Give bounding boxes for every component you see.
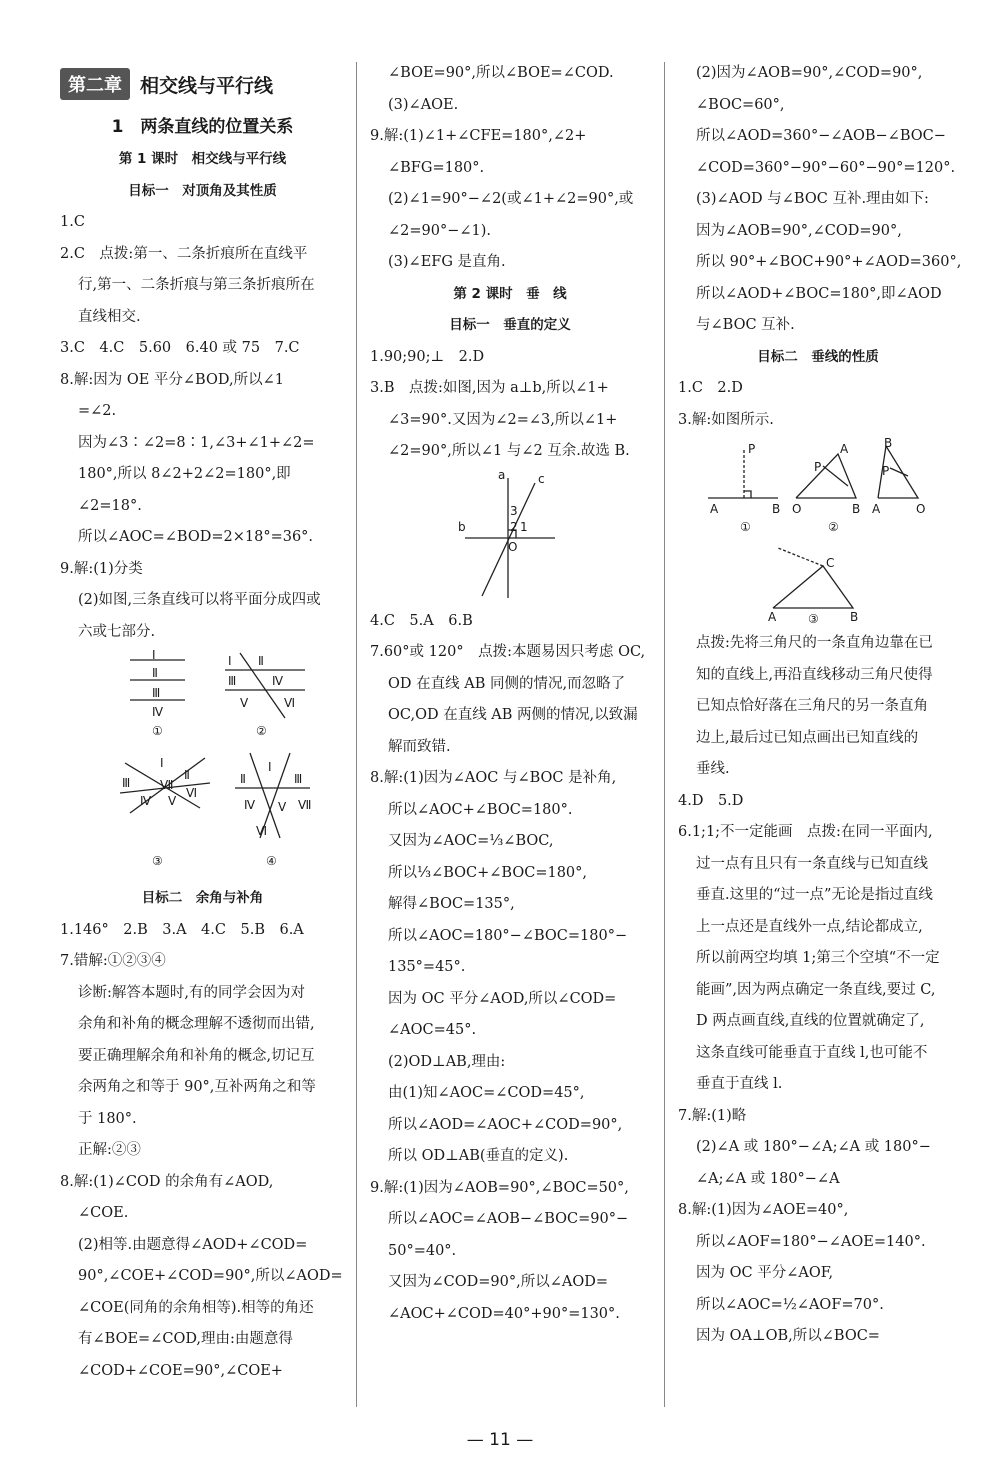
answer-line: (2)OD⊥AB,理由: bbox=[388, 1053, 506, 1070]
answer-lines bbox=[678, 58, 962, 342]
answer-line: 垂直.这里的“过一点”无论是指过直线 bbox=[696, 887, 933, 903]
answer-lines bbox=[370, 58, 650, 279]
chapter-title: 相交线与平行线 bbox=[140, 74, 274, 97]
fig-label: ② bbox=[256, 724, 267, 738]
fig-label: A bbox=[710, 502, 719, 516]
answer-line: ∠BFG=180°. bbox=[388, 159, 485, 176]
fig-label: Ⅰ bbox=[152, 648, 156, 662]
answer-line: 所以∠AOC+∠BOC=180°. bbox=[388, 801, 573, 818]
answer-line: 9.解:(1)∠1+∠CFE=180°,∠2+ bbox=[370, 128, 587, 144]
answer-line: 所以 90°+∠BOC+90°+∠AOD=360°, bbox=[696, 254, 962, 270]
perpendicular-figure bbox=[370, 468, 650, 606]
answer-line: 解得∠BOC=135°, bbox=[388, 896, 515, 912]
fig-label: Ⅳ bbox=[140, 794, 152, 808]
answer-line: 3.解:如图所示. bbox=[678, 411, 774, 428]
fig-label: ④ bbox=[266, 854, 277, 868]
fig-label: Ⅴ bbox=[168, 794, 177, 808]
fig-label: ① bbox=[740, 520, 751, 534]
fig-label: ③ bbox=[152, 854, 163, 868]
answer-line: 所以前两空均填 1;第三个空填“不一定 bbox=[696, 950, 940, 966]
column-2 bbox=[370, 58, 650, 1330]
answer-line: 所以∠AOC=180°−∠BOC=180°− bbox=[388, 927, 628, 944]
answer-line: 所以∠AOF=180°−∠AOE=140°. bbox=[696, 1233, 926, 1250]
fig-label: Ⅵ bbox=[186, 786, 198, 800]
answer-line: ∠COE. bbox=[78, 1205, 129, 1221]
answer-line: 余角和补角的概念理解不透彻而出错, bbox=[78, 1016, 315, 1032]
fig-label: A bbox=[840, 442, 849, 456]
answer-line: 所以∠AOD=∠AOC+∠COD=90°, bbox=[388, 1116, 623, 1133]
fig-label: A bbox=[872, 502, 881, 516]
answer-line: 过一点有且只有一条直线与已知直线 bbox=[696, 855, 928, 872]
fig-label: O bbox=[508, 539, 518, 554]
answer-line: 因为 OC 平分∠AOD,所以∠COD= bbox=[388, 990, 617, 1007]
answer-line: 180°,所以 8∠2+2∠2=180°,即 bbox=[78, 466, 291, 482]
answer-line: 3.B 点拨:如图,因为 a⊥b,所以∠1+ bbox=[370, 380, 609, 396]
answer-line: 直线相交. bbox=[78, 308, 141, 325]
fig-label: O bbox=[792, 502, 802, 516]
fig-label: Ⅴ bbox=[240, 696, 249, 710]
fig-label: Ⅱ bbox=[184, 768, 190, 782]
answer-line: 1.C bbox=[60, 214, 85, 230]
answer-line: (2)相等.由题意得∠AOD+∠COD= bbox=[78, 1236, 308, 1253]
answer-line: 所以∠AOD=360°−∠AOB−∠BOC− bbox=[696, 128, 946, 144]
answer-line: 上一点还是直线外一点,结论都成立, bbox=[696, 918, 923, 935]
answer-line: 因为∠AOB=90°,∠COD=90°, bbox=[696, 222, 902, 239]
answer-line: 所以⅓∠BOC+∠BOC=180°, bbox=[388, 864, 587, 881]
goal-heading: 目标二 垂线的性质 bbox=[757, 348, 879, 365]
answer-line: 因为 OC 平分∠AOF, bbox=[696, 1265, 834, 1281]
fig-label: Ⅱ bbox=[152, 666, 158, 680]
answer-line: 垂直于直线 l. bbox=[696, 1076, 783, 1092]
answer-line: ∠COE(同角的余角相等).相等的角还 bbox=[78, 1299, 314, 1316]
answer-line: 解而致错. bbox=[388, 738, 451, 755]
answer-line: 1.90;90;⊥ 2.D bbox=[370, 348, 485, 365]
fig-label: B bbox=[852, 502, 861, 516]
fig-label: Ⅰ bbox=[268, 760, 272, 774]
answer-line: ∠2=90°,所以∠1 与∠2 互余.故选 B. bbox=[388, 443, 630, 459]
section-title: 1 两条直线的位置关系 bbox=[111, 117, 294, 137]
answer-line: 行,第一、二条折痕与第三条折痕所在 bbox=[78, 277, 315, 293]
figure-lines bbox=[60, 648, 345, 883]
fig-label: b bbox=[458, 519, 466, 534]
fig-label: Ⅲ bbox=[294, 772, 303, 786]
fig-label: Ⅴ bbox=[278, 800, 287, 814]
answer-line: =∠2. bbox=[78, 403, 117, 419]
fig-label: ① bbox=[152, 724, 163, 738]
answer-line: ∠A;∠A 或 180°−∠A bbox=[696, 1170, 840, 1187]
answer-line: 所以∠AOD+∠BOC=180°,即∠AOD bbox=[696, 285, 942, 302]
answer-line: 有∠BOE=∠COD,理由:由题意得 bbox=[78, 1331, 293, 1347]
fig-label: Ⅲ bbox=[228, 674, 237, 688]
answer-line: 6.1;1;不一定能画 点拨:在同一平面内, bbox=[678, 824, 933, 840]
fig-label: c bbox=[538, 471, 545, 486]
answer-line: 又因为∠COD=90°,所以∠AOD= bbox=[388, 1274, 608, 1290]
answer-line: 8.解:因为 OE 平分∠BOD,所以∠1 bbox=[60, 371, 284, 388]
answer-line: 知的直线上,再沿直线移动三角尺使得 bbox=[696, 666, 933, 683]
answer-lines bbox=[370, 606, 650, 1331]
answer-line: 4.D 5.D bbox=[678, 792, 744, 809]
answer-line: 诊断:解答本题时,有的同学会因为对 bbox=[78, 984, 305, 1001]
answer-line: ∠COD+∠COE=90°,∠COE+ bbox=[78, 1362, 283, 1379]
fig-label: Ⅶ bbox=[160, 778, 174, 792]
answer-line: ∠BOE=90°,所以∠BOE=∠COD. bbox=[388, 65, 614, 81]
answer-line: 又因为∠AOC=⅓∠BOC, bbox=[388, 833, 554, 849]
fig-label: Ⅵ bbox=[284, 696, 296, 710]
answer-line: (2)因为∠AOB=90°,∠COD=90°, bbox=[696, 65, 923, 81]
answer-line: ∠2=90°−∠1). bbox=[388, 222, 492, 239]
answer-line: 8.解:(1)因为∠AOC 与∠BOC 是补角, bbox=[370, 770, 617, 786]
perpendicular-construction-figure bbox=[678, 436, 958, 628]
fig-label: O bbox=[916, 502, 926, 516]
answer-line: 所以∠AOC=∠AOB−∠BOC=90°− bbox=[388, 1211, 629, 1227]
fig-label: A bbox=[768, 610, 777, 624]
answer-line: 所以 OD⊥AB(垂直的定义). bbox=[388, 1148, 569, 1164]
answer-line: 余两角之和等于 90°,互补两角之和等 bbox=[78, 1079, 316, 1095]
fig-label: Ⅳ bbox=[152, 705, 164, 719]
fig-label: B bbox=[850, 610, 859, 624]
answer-line: OC,OD 在直线 AB 两侧的情况,以致漏 bbox=[388, 707, 638, 723]
fig-label: ③ bbox=[808, 612, 819, 626]
answer-lines bbox=[370, 342, 650, 468]
fig-label: 2 bbox=[510, 519, 518, 534]
fig-label: ② bbox=[828, 520, 839, 534]
answer-line: (2)∠A 或 180°−∠A;∠A 或 180°− bbox=[696, 1139, 931, 1155]
answer-line: 边上,最后过已知点画出已知直线的 bbox=[696, 729, 919, 746]
answer-line: D 两点画直线,直线的位置就确定了, bbox=[696, 1013, 925, 1029]
answer-line: 已知点恰好落在三角尺的另一条直角 bbox=[696, 698, 928, 714]
fig-label: Ⅲ bbox=[152, 686, 161, 700]
answer-line: 50°=40°. bbox=[388, 1242, 457, 1259]
answer-line: 所以∠AOC=∠BOD=2×18°=36°. bbox=[78, 529, 314, 545]
answer-line: 90°,∠COE+∠COD=90°,所以∠AOD= bbox=[78, 1268, 343, 1284]
answer-line: ∠BOC=60°, bbox=[696, 96, 785, 113]
lesson-title: 第 1 课时 相交线与平行线 bbox=[118, 151, 287, 167]
answer-line: ∠3=90°.又因为∠2=∠3,所以∠1+ bbox=[388, 411, 618, 428]
goal-heading: 目标一 对顶角及其性质 bbox=[128, 182, 277, 199]
answer-line: 4.C 5.A 6.B bbox=[370, 612, 473, 629]
answer-line: 7.错解:①②③④ bbox=[60, 953, 166, 969]
answer-line: 8.解:(1)∠COD 的余角有∠AOD, bbox=[60, 1173, 274, 1190]
fig-label: Ⅶ bbox=[298, 798, 312, 812]
answer-line: 这条直线可能垂直于直线 l,也可能不 bbox=[696, 1044, 928, 1061]
fig-label: Ⅳ bbox=[272, 674, 284, 688]
chapter-heading bbox=[60, 58, 345, 110]
answer-line: ∠AOC=45°. bbox=[388, 1022, 477, 1038]
answer-lines bbox=[678, 373, 958, 436]
answer-line: 正解:②③ bbox=[78, 1142, 141, 1158]
answer-line: 7.解:(1)略 bbox=[678, 1107, 747, 1124]
answer-line: 8.解:(1)因为∠AOE=40°, bbox=[678, 1202, 849, 1218]
answer-lines bbox=[60, 207, 345, 648]
answer-line: 能画”,因为两点确定一条直线,要过 C, bbox=[696, 981, 936, 998]
chapter-label: 第二章 bbox=[60, 68, 130, 100]
lesson-title: 第 2 课时 垂 线 bbox=[453, 285, 567, 302]
answer-line: 因为∠3∶∠2=8∶1,∠3+∠1+∠2= bbox=[78, 434, 315, 451]
page-number: — 11 — bbox=[466, 1430, 534, 1450]
fig-label: P bbox=[882, 464, 890, 478]
goal-heading: 目标二 余角与补角 bbox=[141, 890, 264, 906]
answer-line: ∠AOC+∠COD=40°+90°=130°. bbox=[388, 1305, 620, 1322]
answer-lines bbox=[60, 915, 345, 1388]
answer-line: 与∠BOC 互补. bbox=[696, 317, 795, 333]
answer-line: 3.C 4.C 5.60 6.40 或 75 7.C bbox=[60, 340, 300, 356]
column-divider bbox=[356, 62, 357, 1407]
fig-label: Ⅳ bbox=[244, 798, 256, 812]
fig-label: a bbox=[498, 467, 506, 482]
answer-line: 1.146° 2.B 3.A 4.C 5.B 6.A bbox=[60, 921, 304, 938]
goal-heading: 目标一 垂直的定义 bbox=[449, 317, 571, 333]
answer-line: 六或七部分. bbox=[78, 623, 156, 640]
fig-label: 3 bbox=[510, 503, 518, 518]
answer-line: 1.C 2.D bbox=[678, 380, 743, 396]
answer-line: 于 180°. bbox=[78, 1110, 137, 1127]
answer-line: (3)∠EFG 是直角. bbox=[388, 254, 506, 270]
answer-line: 135°=45°. bbox=[388, 959, 466, 975]
fig-label: Ⅲ bbox=[122, 776, 131, 790]
fig-label: P bbox=[814, 460, 822, 474]
answer-line: ∠COD=360°−90°−60°−90°=120°. bbox=[696, 159, 956, 176]
three-lines-figure bbox=[60, 648, 345, 883]
figure-lines bbox=[370, 468, 650, 606]
answer-line: (3)∠AOE. bbox=[388, 96, 459, 113]
fig-label: Ⅱ bbox=[258, 654, 264, 668]
column-3 bbox=[678, 58, 962, 1353]
answer-lines bbox=[678, 628, 958, 1353]
answer-line: (2)∠1=90°−∠2(或∠1+∠2=90°,或 bbox=[388, 191, 634, 207]
answer-line: OD 在直线 AB 同侧的情况,而忽略了 bbox=[388, 675, 626, 692]
answer-line: 因为 OA⊥OB,所以∠BOC= bbox=[696, 1328, 880, 1344]
fig-label: B bbox=[772, 502, 781, 516]
column-divider bbox=[664, 62, 665, 1407]
answer-line: 由(1)知∠AOC=∠COD=45°, bbox=[388, 1085, 585, 1101]
answer-line: ∠2=18°. bbox=[78, 497, 142, 514]
answer-line: (3)∠AOD 与∠BOC 互补.理由如下: bbox=[696, 191, 929, 207]
fig-label: P bbox=[748, 442, 756, 456]
answer-line: 7.60°或 120° 点拨:本题易因只考虑 OC, bbox=[370, 644, 646, 660]
fig-label: B bbox=[884, 436, 893, 450]
answer-line: 9.解:(1)因为∠AOB=90°,∠BOC=50°, bbox=[370, 1179, 629, 1196]
answer-line: 2.C 点拨:第一、二条折痕所在直线平 bbox=[60, 245, 308, 262]
fig-label: C bbox=[826, 556, 835, 570]
answer-line: 所以∠AOC=½∠AOF=70°. bbox=[696, 1296, 884, 1313]
fig-label: Ⅵ bbox=[256, 824, 268, 838]
fig-label: Ⅱ bbox=[240, 772, 246, 786]
answer-line: 点拨:先将三角尺的一条直角边靠在已 bbox=[696, 635, 933, 651]
answer-line: 9.解:(1)分类 bbox=[60, 560, 143, 577]
answer-line: (2)如图,三条直线可以将平面分成四或 bbox=[78, 592, 321, 608]
answer-line: 垂线. bbox=[696, 761, 730, 777]
fig-label: Ⅰ bbox=[228, 654, 232, 668]
fig-label: 1 bbox=[520, 519, 528, 534]
column-1 bbox=[60, 58, 345, 1387]
fig-label: Ⅰ bbox=[160, 756, 164, 770]
answer-line: 要正确理解余角和补角的概念,切记互 bbox=[78, 1047, 315, 1064]
